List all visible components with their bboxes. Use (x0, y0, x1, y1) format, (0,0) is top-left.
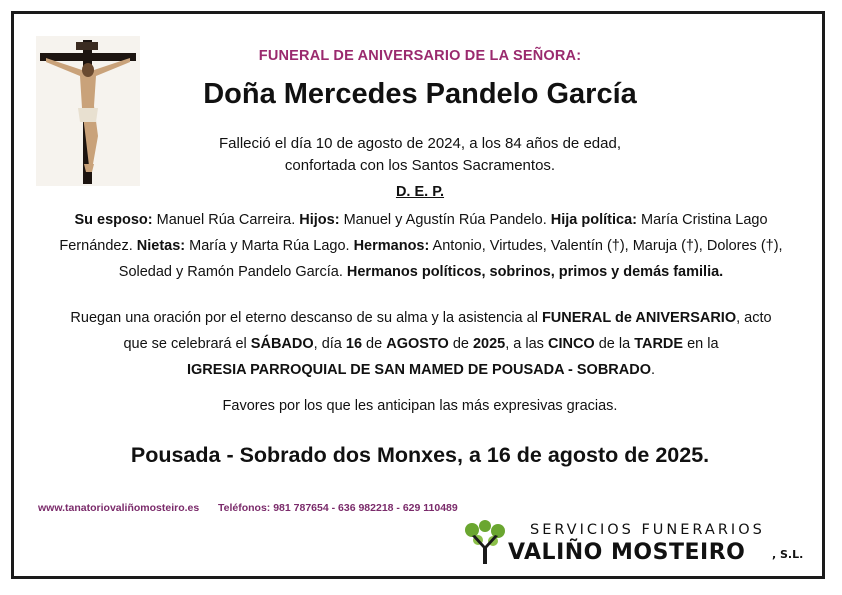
ceremony-text: de la (594, 336, 635, 352)
children: Manuel y Agustín Rúa Pandelo. (339, 212, 551, 228)
dep-label: D. E. P. (395, 184, 445, 200)
ceremony-hour: CINCO (547, 336, 595, 352)
phone-numbers: Teléfonos: 981 787654 - 636 982218 - 629 110489 (218, 502, 458, 514)
spouse: Manuel Rúa Carreira. (152, 212, 300, 228)
ceremony-church: IGRESIA PARROQUIAL DE SAN MAMED DE POUSADA - SOBRADO (186, 362, 651, 378)
ceremony-text: , acto que se celebrará el (123, 310, 772, 352)
tree-logo-icon (462, 520, 508, 566)
daughter-in-law: María Cristina Lago Fernández. (59, 212, 768, 254)
logo-tagline: SERVICIOS FUNERARIOS (530, 522, 765, 538)
logo-company-name: VALIÑO MOSTEIRO (508, 540, 746, 565)
ceremony-details (58, 305, 784, 383)
ceremony-month: AGOSTO (386, 336, 449, 352)
family-list (58, 207, 784, 285)
ceremony-text: . (651, 362, 656, 378)
ceremony-text: de (362, 336, 387, 352)
children-label: Hijos: (299, 212, 340, 228)
ceremony-text: en la (683, 336, 719, 352)
grandchildren: María y Marta Rúa Lago. (185, 238, 354, 254)
ceremony-period: TARDE (634, 336, 684, 352)
ceremony-date-day: 16 (345, 336, 363, 352)
company-logo (460, 518, 806, 568)
logo-company-suffix: , S.L. (772, 548, 804, 561)
death-notice (120, 133, 720, 177)
ceremony-text: Ruegan una oración por el eterno descanso de su alma y la asistencia al (70, 310, 542, 326)
other-relatives: Hermanos políticos, sobrinos, primos y demás familia. (346, 264, 724, 280)
website-link[interactable]: www.tanatoriovaliñomosteiro.es (38, 502, 200, 514)
spouse-label: Su esposo: (74, 212, 153, 228)
death-line-2: confortada con los Santos Sacramentos. (284, 157, 556, 174)
ceremony-text: , día (313, 336, 346, 352)
announcement-heading: FUNERAL DE ANIVERSARIO DE LA SEÑORA: (258, 48, 582, 64)
siblings-label: Hermanos: (353, 238, 430, 254)
siblings: Antonio, Virtudes, Valentín (†), Maruja (†), Dolores (†), Soledad y Ramón Pandelo García. (118, 238, 783, 280)
place-and-date: Pousada - Sobrado dos Monxes, a 16 de agosto de 2025. (130, 443, 710, 467)
ceremony-type: FUNERAL de ANIVERSARIO (541, 310, 737, 326)
grandchildren-label: Nietas: (136, 238, 186, 254)
ceremony-text: de (448, 336, 473, 352)
ceremony-text: , a las (505, 336, 548, 352)
daughter-in-law-label: Hija política: (550, 212, 637, 228)
deceased-name: Doña Mercedes Pandelo García (203, 78, 637, 110)
ceremony-year: 2025 (472, 336, 506, 352)
thanks-line: Favores por los que les anticipan las más expresivas gracias. (222, 398, 618, 414)
ceremony-day: SÁBADO (250, 336, 314, 352)
death-line-1: Falleció el día 10 de agosto de 2024, a los 84 años de edad, (219, 135, 621, 152)
